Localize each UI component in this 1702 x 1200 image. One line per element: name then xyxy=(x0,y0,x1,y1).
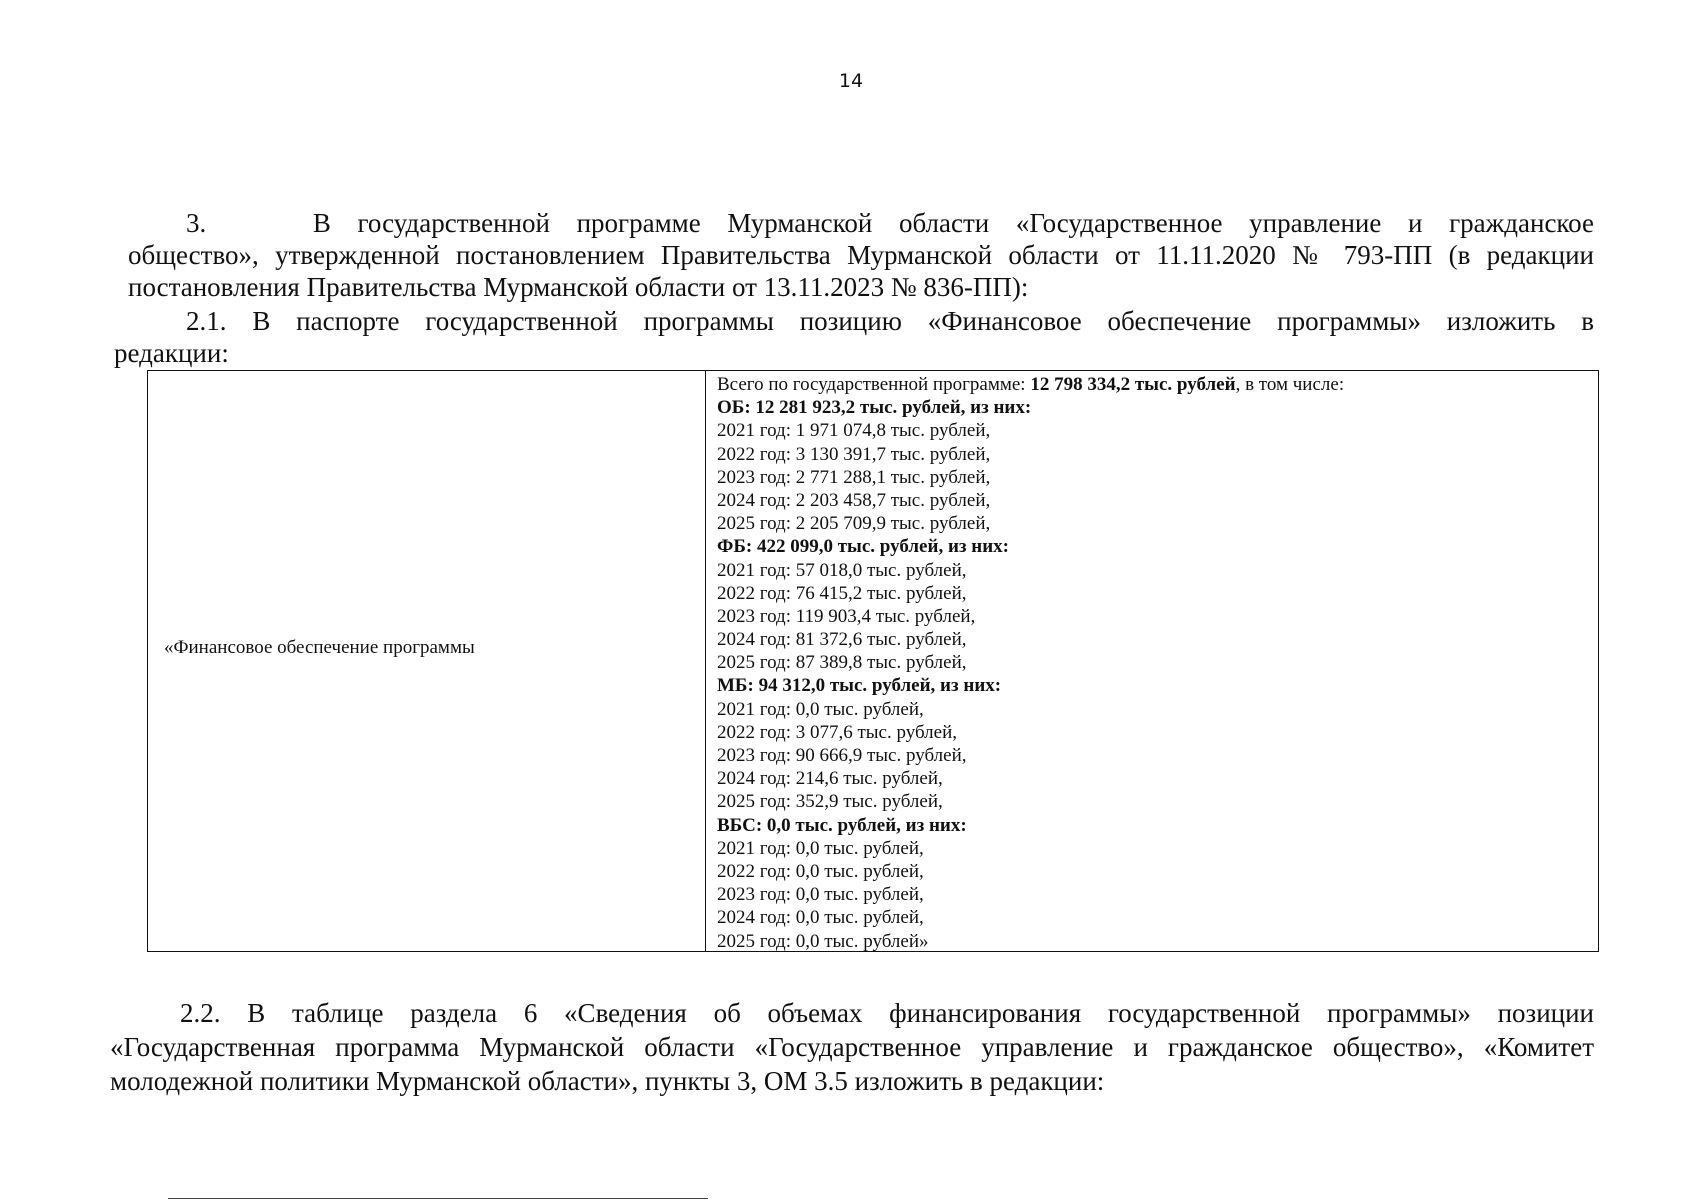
financing-year-line: 2025 год: 352,9 тыс. рублей, xyxy=(717,791,943,813)
financing-source-heading: ВБС: 0,0 тыс. рублей, из них: xyxy=(717,814,967,836)
financing-year-line: 2024 год: 2 203 458,7 тыс. рублей, xyxy=(717,489,991,511)
financing-label: «Финансовое обеспечение программы xyxy=(164,637,475,658)
financing-source-heading: МБ: 94 312,0 тыс. рублей, из них: xyxy=(717,675,1002,697)
page-number: 14 xyxy=(838,70,864,92)
financing-source-heading: ОБ: 12 281 923,2 тыс. рублей, из них: xyxy=(717,397,1032,419)
financing-source-heading: ФБ: 422 099,0 тыс. рублей, из них: xyxy=(717,536,1009,558)
item2-2-line2: «Государственная программа Мурманской области «Государственное управление и гражданское общество», «Комитет xyxy=(110,1032,1594,1062)
financing-year-line: 2022 год: 3 130 391,7 тыс. рублей, xyxy=(717,443,991,465)
item2-1-line2: редакции: xyxy=(114,338,229,368)
financing-year-line: 2021 год: 57 018,0 тыс. рублей, xyxy=(717,559,967,581)
financing-table xyxy=(147,370,1599,952)
financing-year-line: 2021 год: 0,0 тыс. рублей, xyxy=(717,698,924,720)
financing-year-line: 2021 год: 0,0 тыс. рублей, xyxy=(717,837,924,859)
financing-year-line: 2022 год: 0,0 тыс. рублей, xyxy=(717,860,924,882)
financing-year-line: 2024 год: 0,0 тыс. рублей, xyxy=(717,907,924,929)
item2-2-line1: 2.2. В таблице раздела 6 «Сведения об объемах финансирования государственной программы» позиции xyxy=(180,998,1594,1028)
financing-year-line: 2021 год: 1 971 074,8 тыс. рублей, xyxy=(717,420,991,442)
financing-table-label-cell xyxy=(148,371,706,951)
financing-year-line: 2025 год: 87 389,8 тыс. рублей, xyxy=(717,652,967,674)
financing-year-line: 2025 год: 2 205 709,9 тыс. рублей, xyxy=(717,513,991,535)
financing-year-line: 2023 год: 119 903,4 тыс. рублей, xyxy=(717,605,976,627)
financing-year-line: 2022 год: 3 077,6 тыс. рублей, xyxy=(717,721,957,743)
section3-line3: постановления Правительства Мурманской области от 13.11.2023 № 836-ПП): xyxy=(128,272,1029,302)
item2-1-line1: 2.1. В паспорте государственной программы позицию «Финансовое обеспечение программы» изложить в xyxy=(186,306,1594,336)
financing-total-line xyxy=(717,373,1598,396)
financing-total-suffix: , в том числе: xyxy=(1235,374,1345,395)
item2-2-line3: молодежной политики Мурманской области», пункты 3, ОМ 3.5 изложить в редакции: xyxy=(110,1066,1105,1096)
financing-total-prefix: Всего по государственной программе: xyxy=(717,374,1031,395)
financing-year-line: 2025 год: 0,0 тыс. рублей» xyxy=(717,930,929,952)
financing-year-line: 2023 год: 0,0 тыс. рублей, xyxy=(717,884,924,906)
footnote-separator xyxy=(168,1198,708,1199)
financing-total-value: 12 798 334,2 тыс. рублей xyxy=(1030,374,1236,395)
financing-year-line: 2023 год: 90 666,9 тыс. рублей, xyxy=(717,745,967,766)
financing-year-line: 2024 год: 81 372,6 тыс. рублей, xyxy=(717,629,967,651)
financing-year-line: 2023 год: 2 771 288,1 тыс. рублей, xyxy=(717,466,991,488)
section3-line1: 3. В государственной программе Мурманской области «Государственное управление и гражданское xyxy=(186,208,1594,238)
financing-table-values-cell xyxy=(706,371,1598,951)
financing-year-line: 2022 год: 76 415,2 тыс. рублей, xyxy=(717,582,967,604)
financing-year-line: 2024 год: 214,6 тыс. рублей, xyxy=(717,768,943,790)
financing-lines xyxy=(717,396,1598,953)
section3-line2: общество», утвержденной постановлением Правительства Мурманской области от 11.11.2020 № 793-ПП (в редакции xyxy=(128,240,1594,270)
